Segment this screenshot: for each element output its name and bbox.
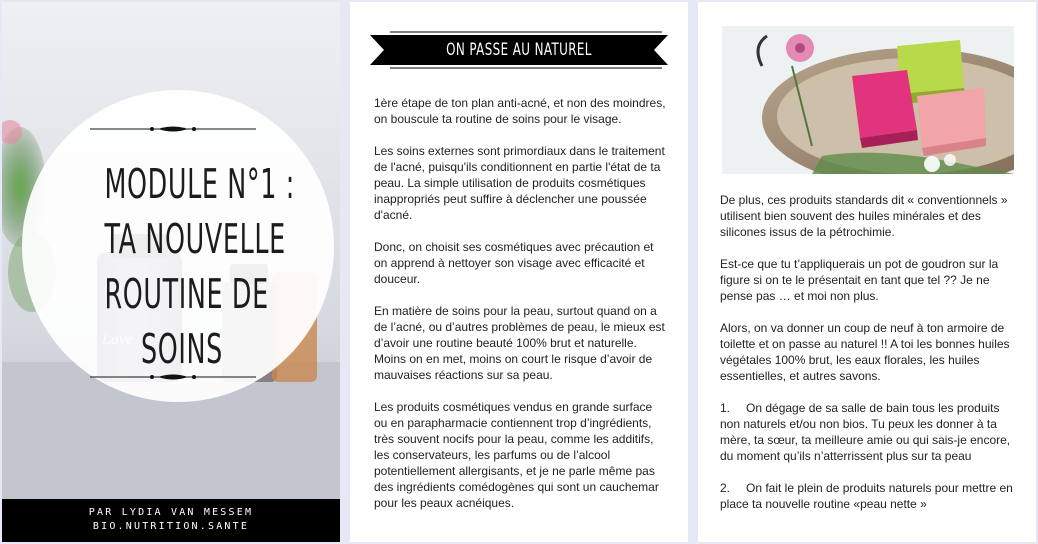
list-number: 1. xyxy=(720,401,731,415)
soap-photo xyxy=(722,26,1014,174)
text-page-1 xyxy=(350,2,688,542)
cover-page xyxy=(2,2,340,542)
list-text: On dégage de sa salle de bain tous les produits non naturels et/ou non bios. Tu peux les donner à ta mère, ta sœur, ta meilleure amie ou qui sais-je encore, du moment qu’ils n’atterrissent plus sur ta peau xyxy=(720,401,1011,463)
cover-footer xyxy=(2,499,340,542)
cover-title-line: TA NOUVELLE xyxy=(104,215,286,263)
list-number: 2. xyxy=(720,481,731,495)
ornament-bottom xyxy=(88,372,258,382)
page3-body xyxy=(720,192,1020,528)
list-text: On fait le plein de produits naturels pour mettre en place ta nouvelle routine «peau nette » xyxy=(720,481,1013,511)
list-item xyxy=(720,480,1020,512)
paragraph: Les produits cosmétiques vendus en grande surface ou en parapharmacie contiennent trop d’ingrédients, très souvent nocifs pour la peau, comme les additifs, les conservateurs, les parfums ou de l’alcool potentiellement allergisants, et je ne parle même pas des ingrédients comédogènes qui sont un cauchemar pour les peaux acnéiques. xyxy=(374,400,659,510)
paragraph: De plus, ces produits standards dit « conventionnels » utilisent bien souvent des huiles minérales et des silicones issus de la pétrochimie. xyxy=(720,193,1008,239)
author-line: PAR LYDIA VAN MESSEM xyxy=(88,507,254,518)
cover-title xyxy=(104,157,295,377)
paragraph: 1ère étape de ton plan anti-acné, et non des moindres, on bouscule ta routine de soins pour le visage. xyxy=(374,96,666,126)
paragraph: Donc, on choisit ses cosmétiques avec précaution et on apprend à nettoyer son visage avec efficacité et douceur. xyxy=(374,240,654,286)
paragraph: Est-ce que tu t’appliquerais un pot de goudron sur la figure si on te le présentait en tant que tel ?? Je ne pense pas … et moi non plus. xyxy=(720,257,999,303)
ornament-top xyxy=(88,124,258,134)
list-item xyxy=(720,400,1020,464)
cover-title-line: MODULE N°1 : xyxy=(104,160,295,208)
text-page-2 xyxy=(698,2,1036,542)
cover-title-line: SOINS xyxy=(141,325,223,373)
paragraph: En matière de soins pour la peau, surtout quand on a de l’acné, ou d’autres problèmes de peau, le mieux est d’avoir une routine beauté 100% brut et naturelle. Moins on en met, moins on court le risque d’avoir de mauvaises réactions sur sa peau. xyxy=(374,304,665,382)
brand-line: BIO.NUTRITION.SANTE xyxy=(92,521,250,532)
paragraph: Alors, on va donner un coup de neuf à ton armoire de toilette et on passe au naturel !! A toi les bonnes huiles végétales 100% brut, les eaux florales, les huiles essentielles, et autres savons. xyxy=(720,321,1010,383)
section-banner-title: ON PASSE AU NATUREL xyxy=(446,40,592,60)
paragraph: Les soins externes sont primordiaux dans le traitement de l'acné, puisqu'ils conditionnent en partie l'état de ta peau. La simple utilisation de produits cosmétiques inappropriés peut suffire à déclencher une poussée d'acné. xyxy=(374,144,665,222)
cover-title-line: ROUTINE DE xyxy=(104,270,269,318)
page2-body xyxy=(374,95,666,527)
